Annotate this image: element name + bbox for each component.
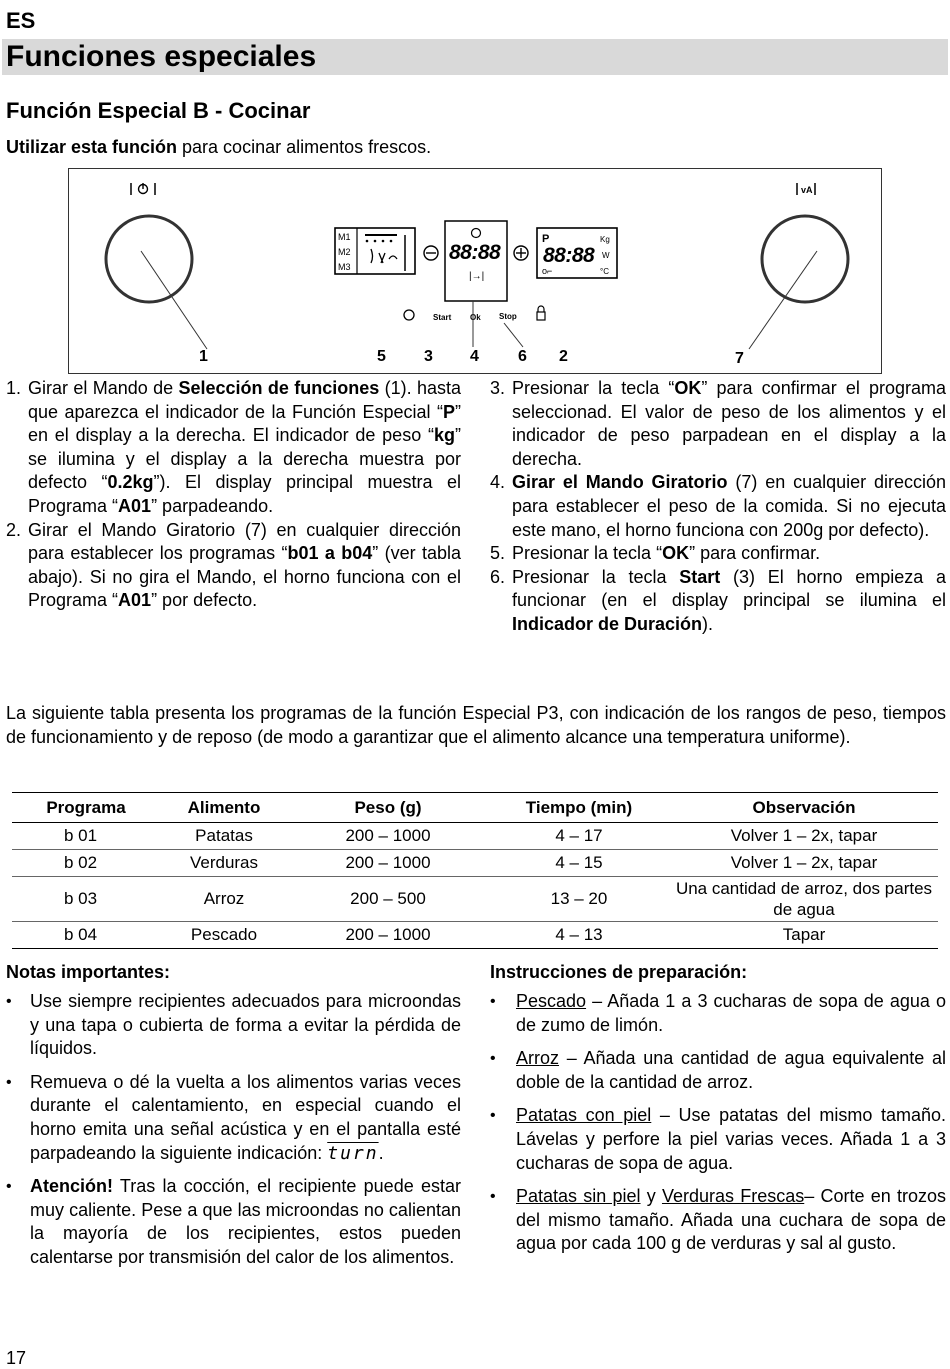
step-number: 4.	[490, 472, 506, 493]
cell-peso: 200 – 1000	[288, 823, 488, 850]
language-code: ES	[6, 8, 36, 33]
step-text: Presionar la tecla “OK” para confirmar.	[512, 543, 821, 564]
note-text: Atención! Tras la cocción, el recipiente puede estar muy caliente. Pese a que las microondas no calientan la mayoría de los recipientes, estos pueden calentarse por transmisión del calor de los alimentos.	[30, 1176, 461, 1267]
cell-observacion: Tapar	[670, 922, 938, 949]
bullet-icon: •	[6, 993, 12, 1010]
kg-label: Kg	[600, 235, 610, 244]
note-item	[6, 1175, 461, 1269]
step-number: 1.	[6, 378, 22, 398]
cell-programa: b 04	[12, 922, 160, 949]
prep-item	[490, 1047, 946, 1094]
header-tiempo: Tiempo (min)	[488, 793, 670, 823]
step-number: 5.	[490, 543, 506, 564]
callout-1: 1	[199, 348, 208, 365]
key-icon: o⌐	[542, 266, 553, 276]
table-row	[12, 823, 938, 850]
step-number: 6.	[490, 566, 506, 587]
function-selector-knob	[106, 216, 192, 302]
p-label: P	[542, 233, 550, 245]
note-item	[6, 990, 461, 1061]
step-4	[490, 471, 946, 542]
cell-alimento: Patatas	[160, 823, 288, 850]
control-panel-drawing	[69, 169, 881, 373]
turn-display-glyph: turn	[327, 1142, 379, 1164]
intro-rest: para cocinar alimentos frescos.	[177, 137, 432, 157]
cell-observacion: Volver 1 – 2x, tapar	[670, 823, 938, 850]
cell-alimento: Arroz	[160, 877, 288, 922]
step-text: Girar el Mando Giratorio (7) en cualquier dirección para establecer los programas “b01 a b04” (ver tabla abajo). Si no gira el Mando, el horno funciona con el Programa “A01” por defecto.	[28, 519, 462, 611]
right-display-digits: 88:88	[543, 244, 595, 267]
steps-left	[6, 377, 461, 613]
callout-6: 6	[518, 348, 527, 365]
step-text: Girar el Mando Giratorio (7) en cualquier dirección para establecer el peso de la comida. Si no ejecuta este mano, el horno funciona con 200g por defecto).	[512, 472, 946, 540]
cell-observacion: Volver 1 – 2x, tapar	[670, 850, 938, 877]
prep-title: Instrucciones de preparación:	[490, 962, 748, 982]
control-panel-diagram	[68, 168, 882, 374]
ok-button: Ok	[470, 313, 481, 322]
section-title: Función Especial B - Cocinar	[6, 98, 311, 123]
steps-right	[490, 377, 946, 637]
header-observacion: Observación	[670, 793, 938, 823]
m2-label: M2	[338, 247, 351, 257]
cell-programa: b 02	[12, 850, 160, 877]
bullet-icon: •	[490, 1050, 496, 1068]
main-display	[445, 221, 507, 301]
header-programa: Programa	[12, 793, 160, 823]
memory-display	[335, 228, 415, 274]
bullet-icon: •	[490, 993, 496, 1010]
cell-tiempo: 4 – 17	[488, 823, 670, 850]
right-display	[537, 228, 617, 278]
celsius-label: °C	[600, 267, 609, 276]
step-text: Presionar la tecla “OK” para confirmar el programa seleccionad. El valor de peso de los alimentos y el indicador de peso parpadean en el display a la derecha.	[512, 378, 946, 469]
callout-3: 3	[424, 348, 433, 365]
cell-observacion: Una cantidad de arroz, dos partes de agua	[670, 877, 938, 922]
table-intro-paragraph: La siguiente tabla presenta los programas de la función Especial P3, con indicación de los rangos de peso, tiempos de funcionamiento y de reposo (de modo a garantizar que el alimento alcance una temperatura uniforme).	[6, 703, 946, 747]
header-peso: Peso (g)	[288, 793, 488, 823]
rotary-icon	[797, 183, 815, 195]
cell-peso: 200 – 1000	[288, 922, 488, 949]
notes-section	[6, 962, 461, 1280]
step-1	[6, 377, 461, 519]
stop-button: Stop	[499, 312, 517, 321]
prep-text: Patatas sin piel y Verduras Frescas– Corte en trozos del mismo tamaño. Añada una cuchara de sopa de agua por cada 100 g de verduras y sal al gusto.	[516, 1186, 946, 1254]
svg-text:vA: vA	[801, 185, 813, 195]
prep-item	[490, 990, 946, 1037]
alarm-icon	[404, 310, 414, 320]
table-row	[12, 850, 938, 877]
m1-label: M1	[338, 232, 351, 242]
duration-icon: |→|	[469, 271, 485, 282]
intro-bold: Utilizar esta función	[6, 137, 178, 157]
notes-title: Notas importantes:	[6, 962, 171, 982]
note-item	[6, 1071, 461, 1165]
lock-icon	[537, 312, 545, 320]
prep-text: Patatas con piel – Use patatas del mismo tamaño. Lávelas y perfore la piel varias veces. Añada 1 a 3 cucharas de sopa de agua.	[516, 1105, 946, 1173]
prep-section	[490, 962, 946, 1266]
callout-5: 5	[377, 348, 386, 365]
step-2	[6, 519, 461, 613]
prep-item	[490, 1185, 946, 1256]
callout-2: 2	[559, 348, 568, 365]
step-number: 2.	[6, 519, 22, 540]
bullet-icon: •	[490, 1107, 496, 1125]
prep-text: Arroz – Añada una cantidad de agua equivalente al doble de la cantidad de arroz.	[516, 1048, 946, 1092]
step-5	[490, 542, 946, 566]
step-3	[490, 377, 946, 471]
cell-alimento: Verduras	[160, 850, 288, 877]
table-row	[12, 877, 938, 922]
rotary-knob	[762, 216, 848, 302]
cell-alimento: Pescado	[160, 922, 288, 949]
note-text: Use siempre recipientes adecuados para microondas y una tapa o cubierta de forma a evitar la pérdida de líquidos.	[30, 991, 461, 1059]
bullet-icon: •	[6, 1073, 12, 1091]
power-icon	[131, 183, 155, 195]
cell-tiempo: 4 – 13	[488, 922, 670, 949]
bullet-icon: •	[490, 1188, 496, 1206]
w-label: W	[602, 251, 610, 260]
m3-label: M3	[338, 262, 351, 272]
page-title: Funciones especiales	[6, 40, 317, 73]
callout-7: 7	[735, 350, 744, 367]
table-row	[12, 922, 938, 949]
cell-tiempo: 13 – 20	[488, 877, 670, 922]
step-6	[490, 566, 946, 637]
step-number: 3.	[490, 378, 506, 398]
bullet-icon: •	[6, 1178, 12, 1196]
cell-peso: 200 – 1000	[288, 850, 488, 877]
programs-table	[12, 792, 938, 949]
start-button: Start	[433, 313, 452, 322]
intro-text	[6, 137, 431, 158]
cell-programa: b 03	[12, 877, 160, 922]
cell-tiempo: 4 – 15	[488, 850, 670, 877]
page-number: 17	[6, 1348, 27, 1368]
main-display-digits: 88:88	[449, 241, 501, 264]
step-text: Girar el Mando de Selección de funciones (1). hasta que aparezca el indicador de la Función Especial “P” en el display a la derecha. El indicador de peso “kg” se ilumina y el display a la derecha muestra por defecto “0.2kg”). El display principal muestra el Programa “A01” parpadeando.	[28, 378, 461, 516]
step-text: Presionar la tecla Start (3) El horno empieza a funcionar (en el display principal se ilumina el Indicador de Duración).	[512, 566, 946, 634]
cell-peso: 200 – 500	[288, 877, 488, 922]
note-text: Remueva o dé la vuelta a los alimentos varias veces durante el calentamiento, en especial cuando el horno emita una señal acústica y en el pantalla esté parpadeando la siguiente indicación: turn.	[30, 1071, 461, 1164]
table-header-row	[12, 793, 938, 823]
cell-programa: b 01	[12, 823, 160, 850]
callout-4: 4	[470, 348, 479, 365]
prep-item	[490, 1104, 946, 1175]
prep-text: Pescado – Añada 1 a 3 cucharas de sopa de agua o de zumo de limón.	[516, 991, 946, 1035]
header-alimento: Alimento	[160, 793, 288, 823]
